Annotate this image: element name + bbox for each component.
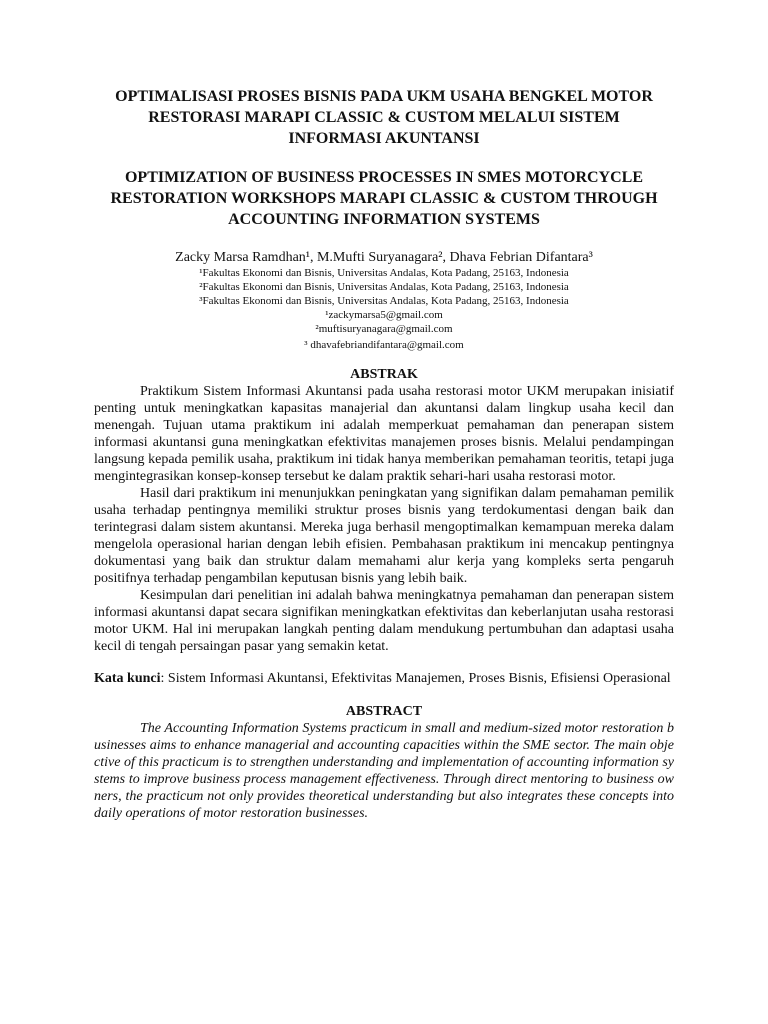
keywords-text: : Sistem Informasi Akuntansi, Efektivitas Manajemen, Proses Bisnis, Efisiensi Operasional — [160, 671, 671, 686]
paper-title-english: OPTIMIZATION OF BUSINESS PROCESSES IN SMES MOTORCYCLE RESTORATION WORKSHOPS MARAPI CLASSIC & CUSTOM THROUGH ACCOUNTING INFORMATION SYSTEMS — [110, 169, 658, 228]
abstrak-paragraph-1: Praktikum Sistem Informasi Akuntansi pada usaha restorasi motor UKM merupakan inisiatif penting untuk meningkatkan kapasitas manajerial dan akuntansi dalam lingkup usaha kecil dan menengah. Tujuan utama praktikum ini adalah memperkuat pemahaman dan penerapan sistem informasi akuntansi guna meningkatkan efektivitas manajemen proses bisnis. Melalui pendampingan langsung kepada pemilik usaha, praktikum ini tidak hanya memberikan pemahaman teoritis, tetapi juga mengintegrasikan konsep-konsep tersebut ke dalam praktik sehari-hari usaha restorasi motor. — [94, 384, 674, 484]
abstract-paragraph: The Accounting Information Systems practicum in small and medium-sized motor restoration businesses aims to enhance managerial and accounting capacities within the SME sector. The main objective of this practicum is to strengthen understanding and implementation of accounting information systems to improve business process management effectiveness. Through direct mentoring to business owners, the practicum not only provides theoretical understanding but also integrates these concepts into daily operations of motor restoration businesses. — [94, 721, 674, 821]
paper-title-indonesian: OPTIMALISASI PROSES BISNIS PADA UKM USAHA BENGKEL MOTOR RESTORASI MARAPI CLASSIC & CUSTOM MELALUI SISTEM INFORMASI AKUNTANSI — [115, 88, 653, 147]
affiliation-1: ¹Fakultas Ekonomi dan Bisnis, Universitas Andalas, Kota Padang, 25163, Indonesia — [199, 267, 569, 279]
author-email-1: ¹zackymarsa5@gmail.com — [325, 309, 443, 321]
keywords-label: Kata kunci — [94, 671, 161, 686]
affiliation-2: ²Fakultas Ekonomi dan Bisnis, Universitas Andalas, Kota Padang, 25163, Indonesia — [199, 281, 569, 293]
author-email-3: ³ dhavafebriandifantara@gmail.com — [304, 339, 464, 351]
author-list: Zacky Marsa Ramdhan¹, M.Mufti Suryanagara², Dhava Febrian Difantara³ — [175, 250, 593, 265]
affiliation-3: ³Fakultas Ekonomi dan Bisnis, Universitas Andalas, Kota Padang, 25163, Indonesia — [199, 295, 569, 307]
abstrak-heading: ABSTRAK — [350, 367, 418, 382]
abstrak-paragraph-3: Kesimpulan dari penelitian ini adalah bahwa meningkatnya pemahaman dan penerapan sistem informasi akuntansi dapat secara signifikan meningkatkan efektivitas dan keberlanjutan usaha restorasi motor UKM. Hal ini merupakan langkah penting dalam mendukung pertumbuhan dan adaptasi usaha kecil di tengah persaingan pasar yang semakin ketat. — [94, 588, 674, 654]
abstrak-paragraph-2: Hasil dari praktikum ini menunjukkan peningkatan yang signifikan dalam pemahaman pemilik usaha terhadap pentingnya memiliki struktur proses bisnis yang terdokumentasi dengan baik dan terintegrasi dalam sistem akuntansi. Mereka juga berhasil mengoptimalkan kemampuan mereka dalam mengelola operasional harian dengan lebih efisien. Pembahasan praktikum ini mencakup pentingnya dokumentasi yang baik dan struktur dalam memahami alur kerja yang kompleks serta pengaruh positifnya terhadap pengambilan keputusan bisnis yang lebih baik. — [94, 486, 674, 586]
keywords — [94, 670, 674, 687]
author-email-2: ²muftisuryanagara@gmail.com — [315, 323, 453, 335]
abstract-heading: ABSTRACT — [345, 704, 423, 719]
